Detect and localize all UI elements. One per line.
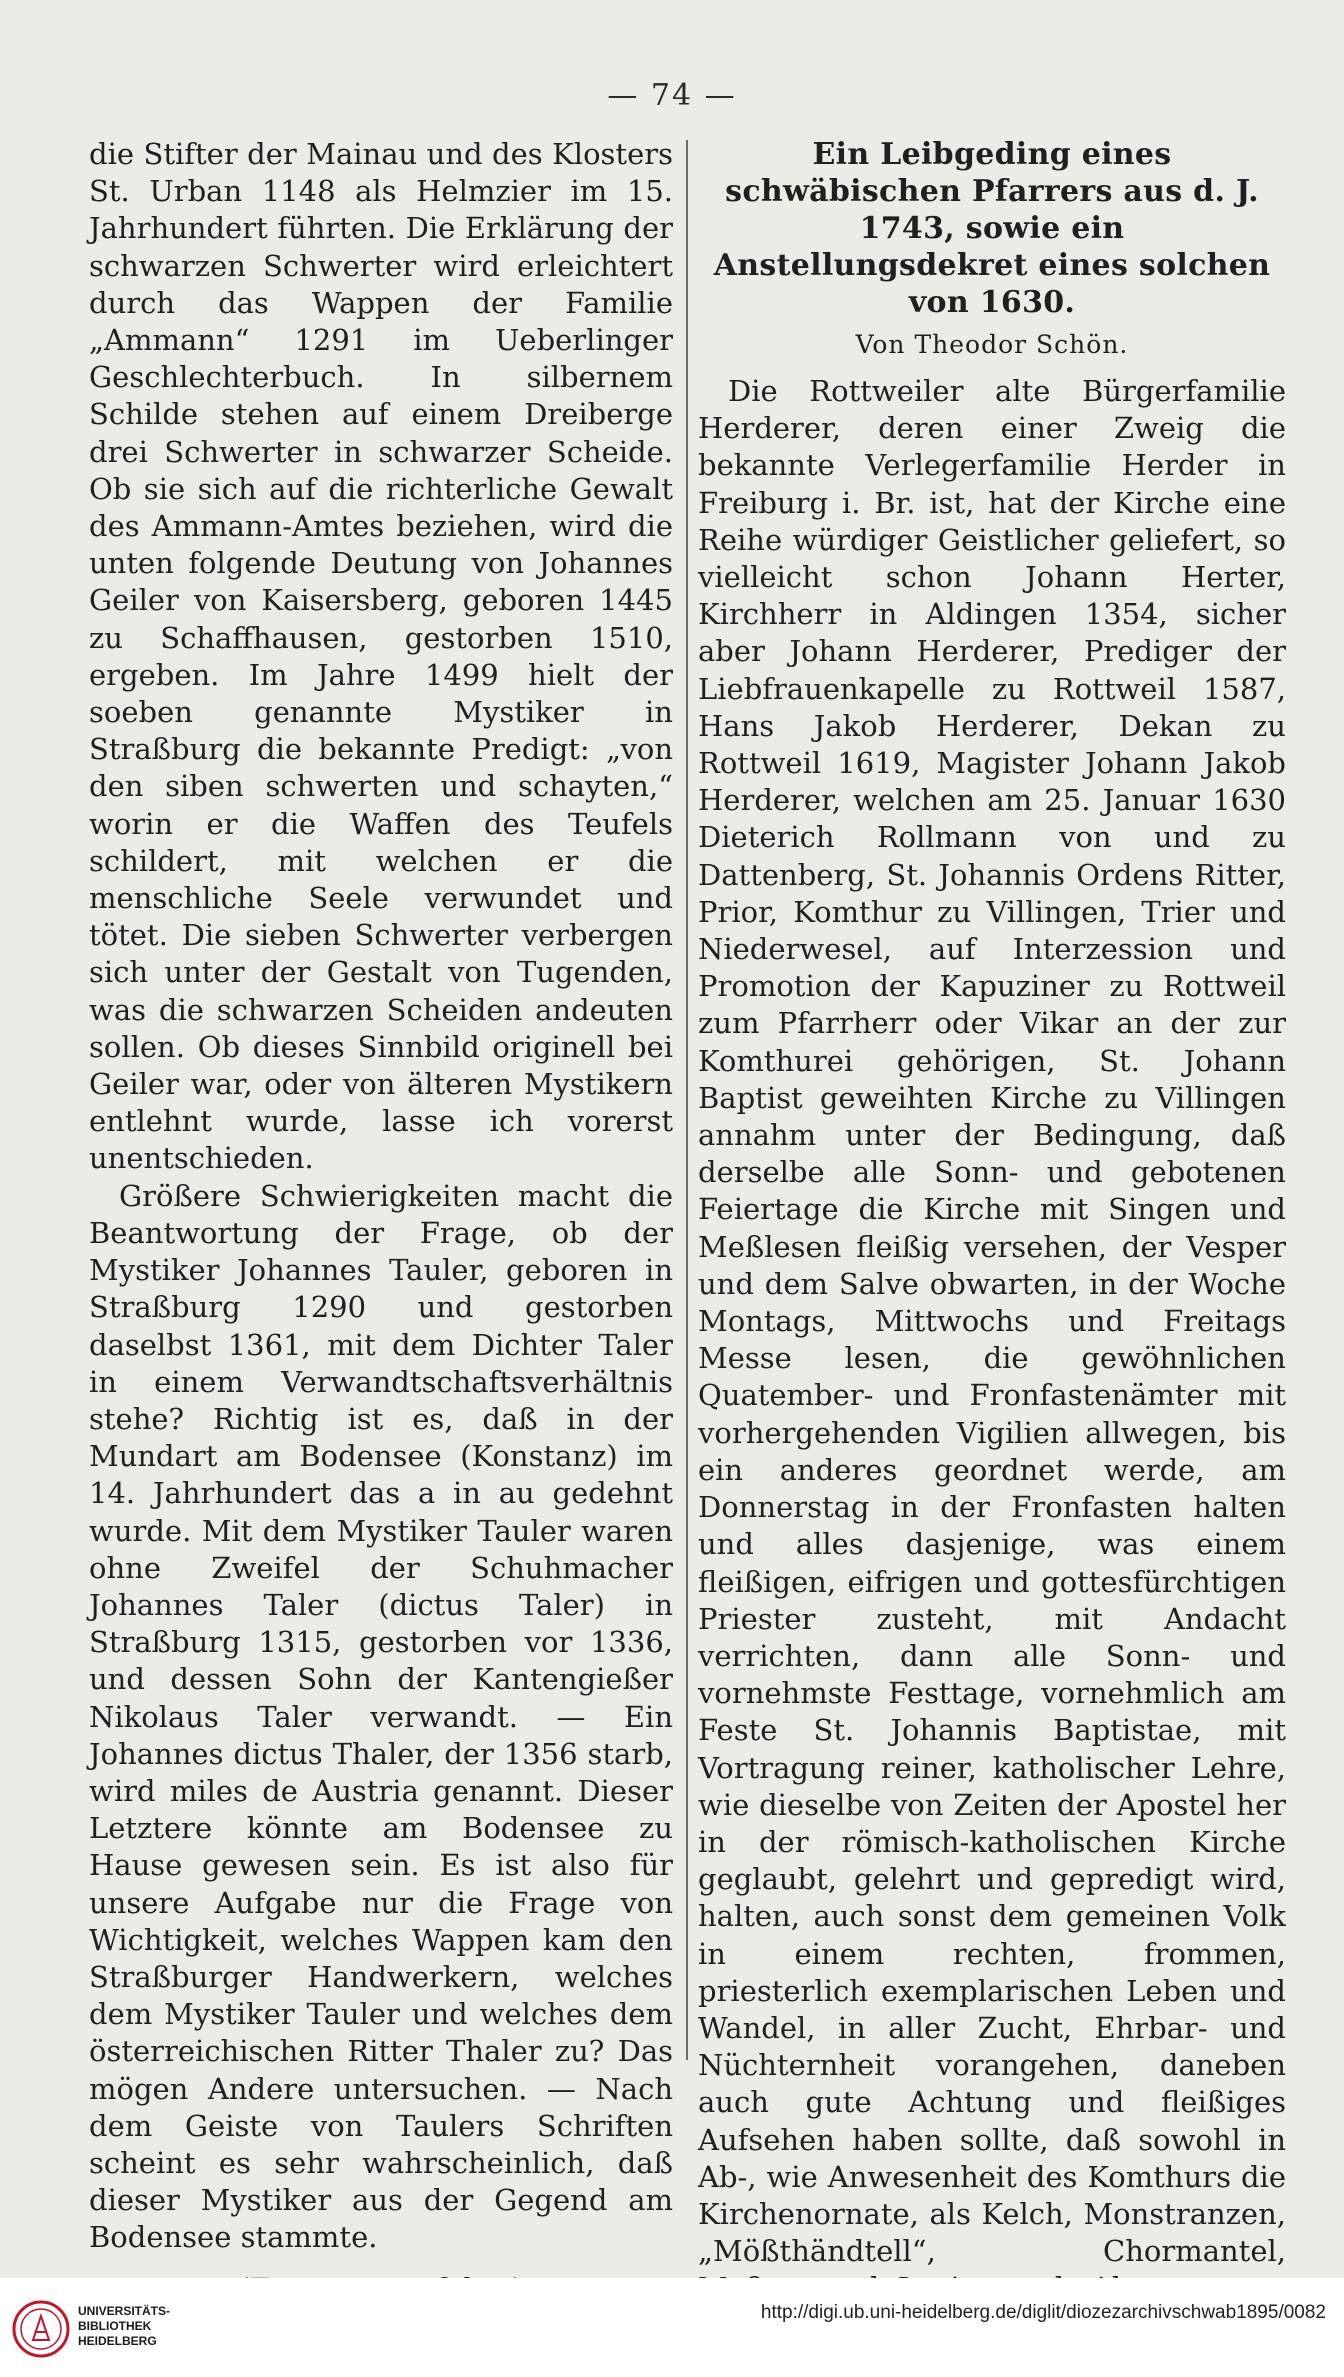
left-column <box>89 136 673 2357</box>
source-url-link[interactable]: http://digi.ub.uni-heidelberg.de/diglit/diozezarchivschwab1895/0082 <box>760 2302 1326 2323</box>
page-number: — 74 — <box>607 78 737 113</box>
article-title: Ein Leibgeding eines schwäbischen Pfarrers aus d. J. 1743, sowie ein Anstellungsdekret eines solchen von 1630. <box>713 137 1271 320</box>
paragraph-herderer: Die Rottweiler alte Bürgerfamilie Herderer, deren einer Zweig die bekannte Verlegerfamilie Herder in Freiburg i. Br. ist, hat der Kirche eine Reihe würdiger Geistlicher geliefert, so vielleicht schon Johann Herter, Kirchherr in Aldingen 1354, sicher aber Johann Herderer, Prediger der Liebfrauenkapelle zu Rottweil 1587, Hans Jakob Herderer, Dekan zu Rottweil 1619, Magister Johann Jakob Herderer, welchen am 25. Januar 1630 Dieterich Rollmann von und zu Dattenberg, St. Johannis Ordens Ritter, Prior, Komthur zu Villingen, Trier und Niederwesel, auf Interzession und Promotion der Kapuziner zu Rottweil zum Pfarrherr oder Vikar an der zur Komthurei gehörigen, St. Johann Baptist geweihten Kirche zu Villingen annahm unter der Bedingung, daß derselbe alle Sonn- und gebotenen Feiertage die Kirche mit Singen und Meßlesen fleißig versehen, der Vesper und dem Salve obwarten, in der Woche Montags, Mittwochs und Freitags Messe lesen, die gewöhnlichen Quatember- und Fronfastenämter mit vorhergehenden Vigilien allwegen, bis ein anderes geordnet werde, am Donnerstag in der Fronfasten halten und alles dasjenige, was einem fleißigen, eifrigen und gottesfürchtigen Priester zusteht, mit Andacht verrichten, dann alle Sonn- und vornehmste Festtage, vornehmlich am Feste St. Johannis Baptistae, mit Vortragung reiner, katholischer Lehre, wie dieselbe von Zeiten der Apostel her in der römisch-katholischen Kirche geglaubt, gelehrt und gepredigt wird, halten, auch sonst dem gemeinen Volk in einem rechten, frommen, priesterlich exemplarischen Leben und Wandel, in aller Zucht, Ehrbar- und Nüchternheit vorangehen, daneben auch gute Achtung und fleißiges Aufsehen haben sollte, daß sowohl in Ab-, wie Anwesenheit des Komthurs die Kirchenornate, als Kelch, Monstranzen, „Mößthändtell“, Chormantel, <box>698 374 1286 2269</box>
library-name-line: HEIDELBERG <box>78 2334 157 2348</box>
library-name <box>78 2304 170 2349</box>
university-seal-icon[interactable] <box>12 2300 70 2358</box>
paragraph-tauler: Größere Schwierigkeiten macht die Beantwortung der Frage, ob der Mystiker Johannes Tauler, geboren in Straßburg 1290 und gestorben daselbst 1361, mit dem Dichter Taler in einem Verwandtschaftsverhältnis stehe? Richtig ist es, daß in der Mundart am Bodensee (Konstanz) im 14. Jahrhundert das a in au gedehnt wurde. Mit dem Mystiker Tauler waren ohne Zweifel der Schuhmacher Johannes Taler (dictus Taler) in Straßburg 1315, gestorben vor 1336, und dessen Sohn der Kantengießer Nikolaus Taler verwandt. — Ein Johannes dictus Thaler, der 1356 starb, wird miles de Austria genannt. Dieser Letztere könnte am Bodensee zu Hause gewesen sein. Es ist also für unsere Aufgabe nur die Frage von Wichtigkeit, welches Wappen kam den Straßburger Handwerkern, welches dem Mystiker Tauler und welches dem österreichischen Ritter Thaler zu? Das mögen Andere untersuchen. — Nach dem Geiste von Taulers Schriften scheint es sehr wahrscheinlich, daß dieser Mystiker aus der Gegend am Bodensee stammte. <box>89 1178 673 2255</box>
paragraph-stifter: die Stifter der Mainau und des Klosters St. Urban 1148 als Helmzier im 15. Jahrhundert führten. Die Erklärung der schwarzen Schwerter wird erleichtert durch das Wappen der Familie „Ammann“ 1291 im Ueberlinger Geschlechterbuch. In silbernem Schilde stehen auf einem Dreiberge drei Schwerter in schwarzer Scheide. Ob sie sich auf die richterliche Gewalt des Ammann-Amtes beziehen, wird die unten folgende Deutung von Johannes Geiler von Kaisersberg, geboren 1445 zu Schaffhausen, gestorben 1510, ergeben. Im Jahre 1499 hielt der soeben genannte Mystiker in Straßburg die bekannte Predigt: „von den siben schwerten und schayten,“ worin er die Waffen des Teufels schildert, mit welchen er die menschliche Seele verwundet und tötet. Die sieben Schwerter verbergen sich unter der Gestalt von Tugenden, was die schwarzen Scheiden andeuten sollen. Ob dieses Sinnbild originell bei Geiler war, oder von älteren Mystikern entlehnt wurde, lasse ich vorerst unentschieden. <box>89 137 673 1176</box>
library-name-line: BIBLIOTHEK <box>78 2319 152 2333</box>
library-name-line: UNIVERSITÄTS- <box>78 2304 171 2318</box>
viewer-footer <box>0 2278 1344 2377</box>
column-divider <box>686 140 688 2060</box>
right-column <box>698 136 1286 2308</box>
article-byline: Von Theodor Schön. <box>855 330 1129 359</box>
